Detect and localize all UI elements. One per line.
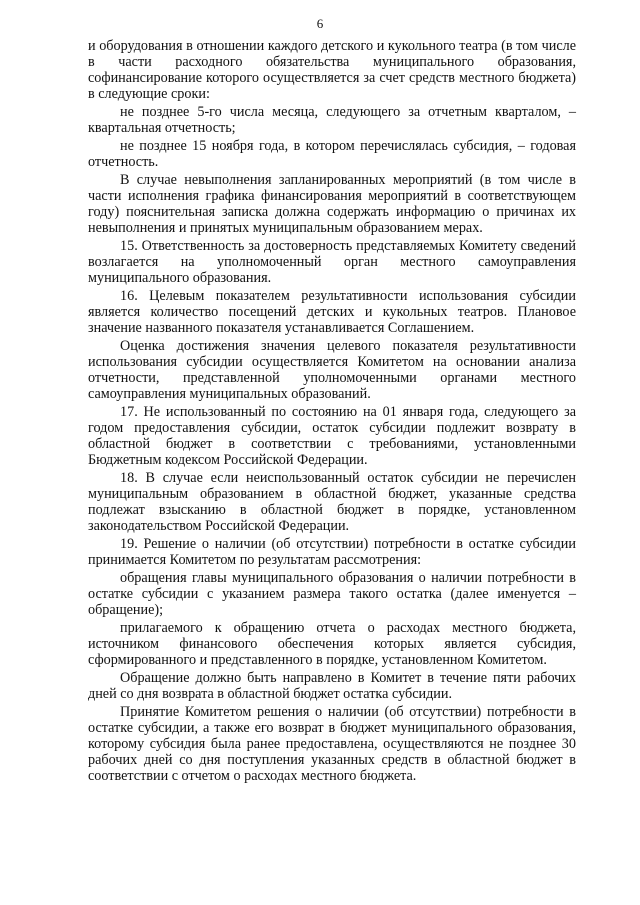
paragraph-evaluation: Оценка достижения значения целевого показателя результативности использования субсидии осуществляется Комитетом на основании анализа отчетности, представленной уполномоченными органами местного самоуправления муниципальных образований. xyxy=(88,338,576,402)
paragraph-15: 15. Ответственность за достоверность представляемых Комитету сведений возлагается на уполномоченный орган местного самоуправления муниципального образования. xyxy=(88,238,576,286)
paragraph-decision-deadline: Принятие Комитетом решения о наличии (об отсутствии) потребности в остатке субсидии, а также его возврат в бюджет муниципального образования, которому субсидия была ранее предоставлена, осуществляются не позднее 30 рабочих дней со дня поступления указанных средств в областной бюджет в соответствии с отчетом о расходах местного бюджета. xyxy=(88,704,576,784)
paragraph-16: 16. Целевым показателем результативности использования субсидии является количество посещений детских и кукольных театров. Плановое значение названного показателя устанавливается Соглашением. xyxy=(88,288,576,336)
paragraph-appeal: обращения главы муниципального образования о наличии потребности в остатке субсидии с указанием размера такого остатка (далее именуется – обращение); xyxy=(88,570,576,618)
paragraph-quarterly-report: не позднее 5-го числа месяца, следующего за отчетным кварталом, – квартальная отчетность; xyxy=(88,104,576,136)
paragraph-17: 17. Не использованный по состоянию на 01 января года, следующего за годом предоставления субсидии, остаток субсидии подлежит возврату в областной бюджет в соответствии с требованиями, установленными Бюджетным кодексом Российской Федерации. xyxy=(88,404,576,468)
document-body xyxy=(88,38,576,786)
paragraph-expense-report: прилагаемого к обращению отчета о расходах местного бюджета, источником финансового обеспечения которых является субсидия, сформированного и представленного в порядке, установленном Комитетом. xyxy=(88,620,576,668)
page-number: 6 xyxy=(316,16,324,31)
paragraph-annual-report: не позднее 15 ноября года, в котором перечислялась субсидия, – годовая отчетность. xyxy=(88,138,576,170)
paragraph-reporting-terms: и оборудования в отношении каждого детского и кукольного театра (в том числе в части расходного обязательства муниципального образования, софинансирование которого осуществляется за счет средств местного бюджета) в следующие сроки: xyxy=(88,38,576,102)
paragraph-19: 19. Решение о наличии (об отсутствии) потребности в остатке субсидии принимается Комитетом по результатам рассмотрения: xyxy=(88,536,576,568)
paragraph-explanatory-note: В случае невыполнения запланированных мероприятий (в том числе в части исполнения графика финансирования мероприятий в соответствующем году) пояснительная записка должна содержать информацию о причинах их невыполнения и принятых муниципальным образованием мерах. xyxy=(88,172,576,236)
paragraph-appeal-deadline: Обращение должно быть направлено в Комитет в течение пяти рабочих дней со дня возврата в областной бюджет остатка субсидии. xyxy=(88,670,576,702)
paragraph-18: 18. В случае если неиспользованный остаток субсидии не перечислен муниципальным образованием в областной бюджет, указанные средства подлежат взысканию в областной бюджет в порядке, установленном законодательством Российской Федерации. xyxy=(88,470,576,534)
